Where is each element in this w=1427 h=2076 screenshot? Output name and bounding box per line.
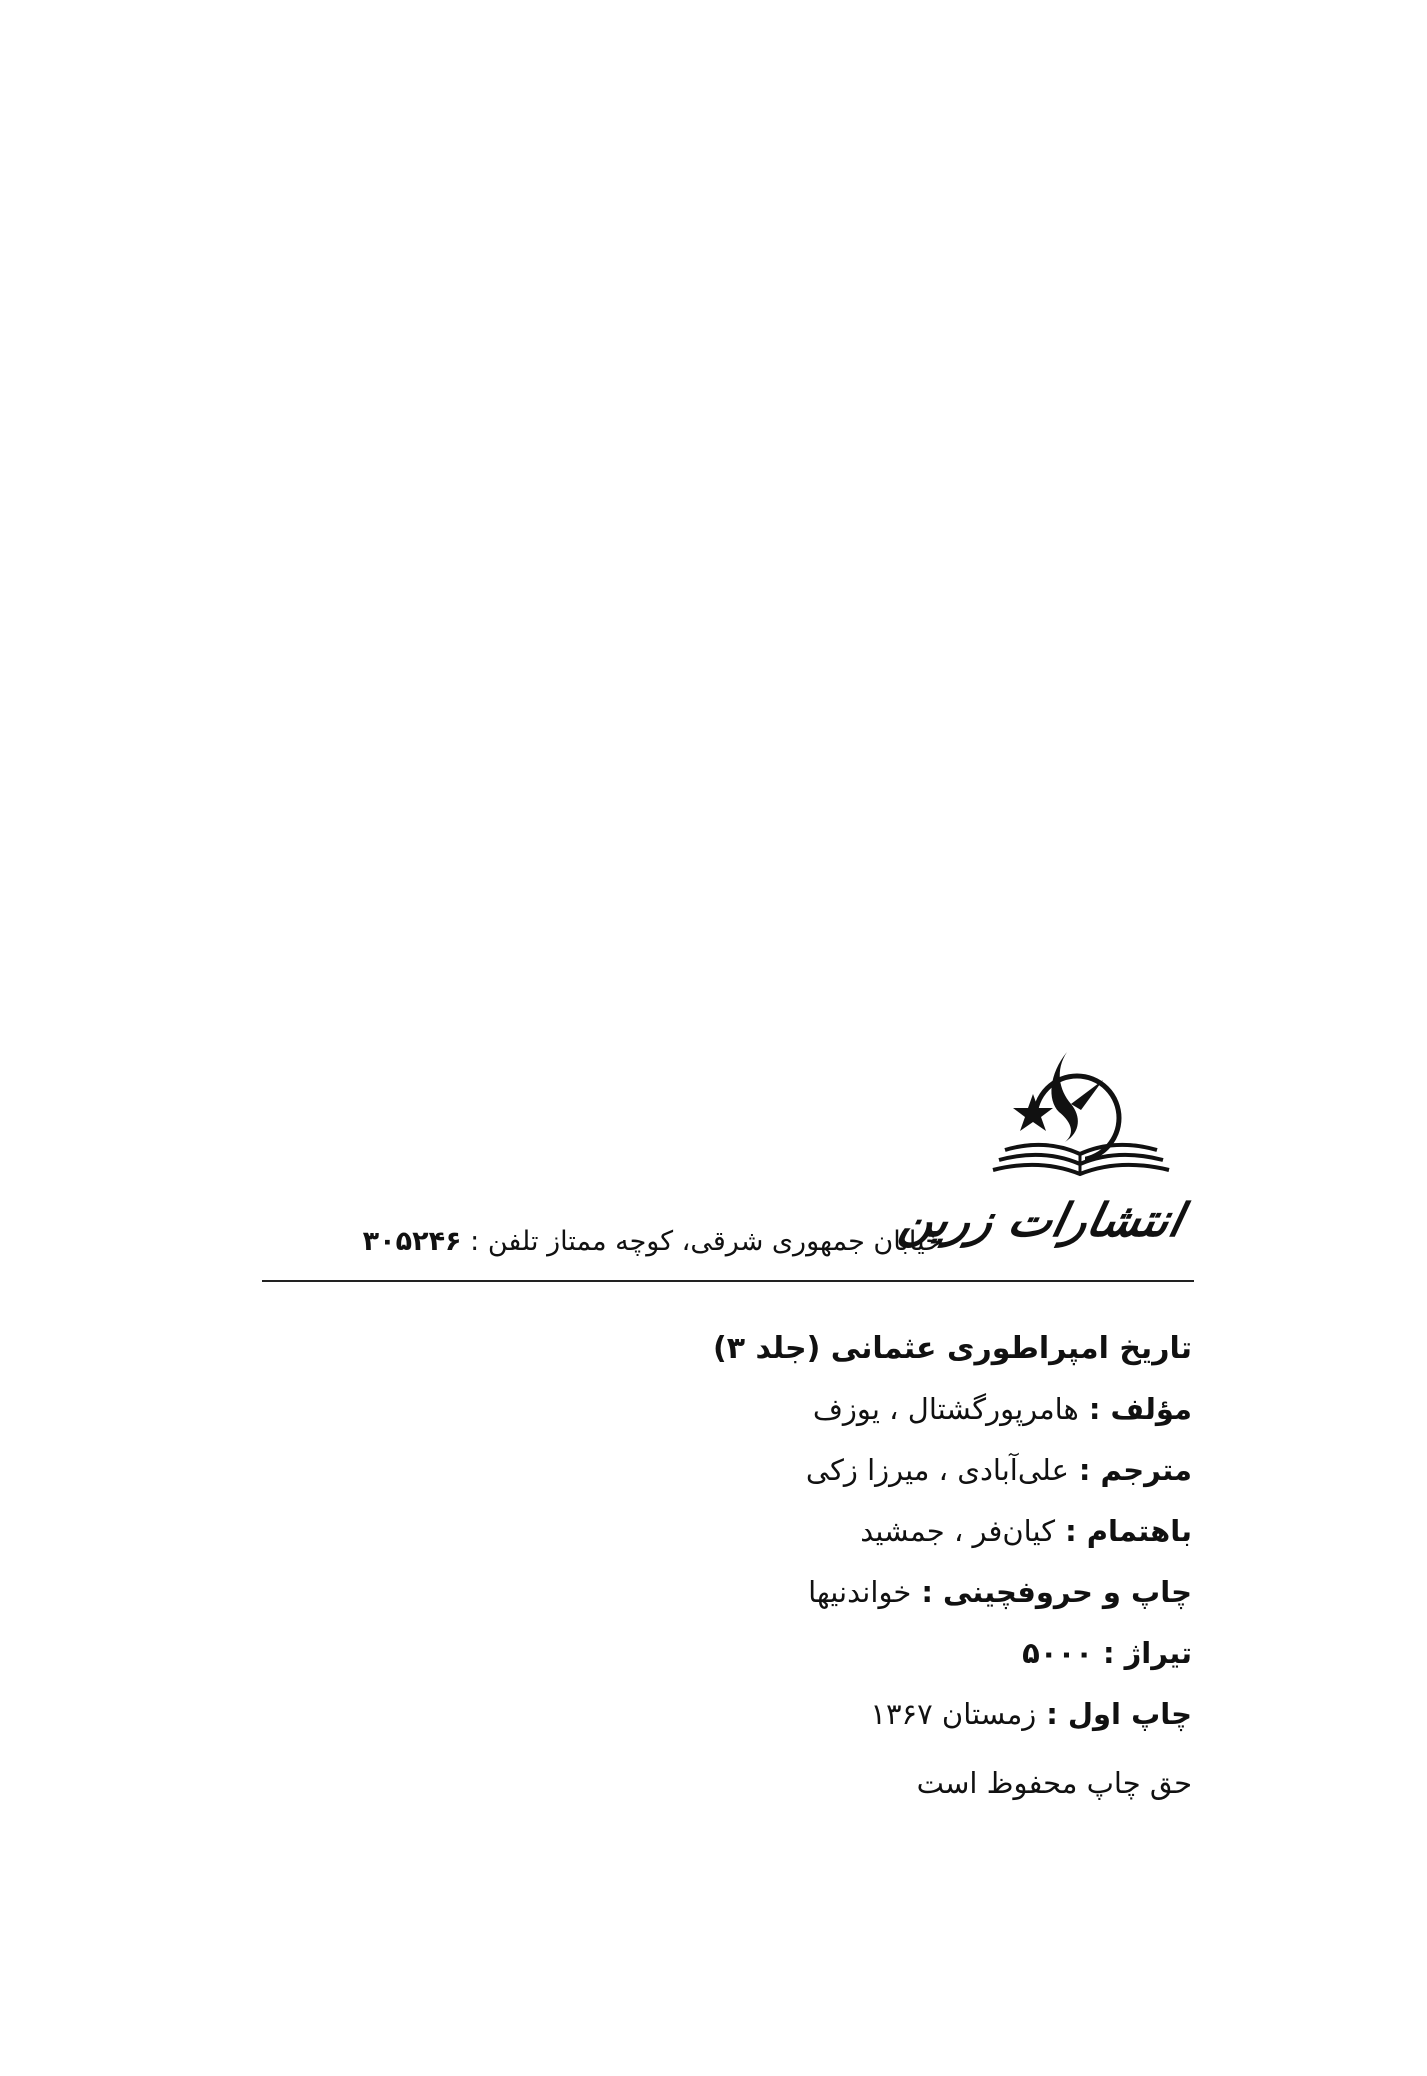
edition-label: چاپ اول	[1067, 1697, 1192, 1731]
publisher-name: انتشارات زرین	[895, 1193, 1188, 1247]
author-row	[492, 1379, 1192, 1440]
translator-value: علی‌آبادی ، میرزا زکی	[805, 1453, 1069, 1487]
separator: :	[1046, 1697, 1058, 1731]
colophon-block	[492, 1318, 1192, 1814]
edition-value: زمستان ۱۳۶۷	[870, 1697, 1037, 1731]
circulation-row	[492, 1623, 1192, 1684]
publisher-logo-icon	[985, 1050, 1175, 1180]
separator: :	[1102, 1636, 1115, 1670]
editor-row	[492, 1501, 1192, 1562]
translator-row	[492, 1440, 1192, 1501]
copyright-notice: حق چاپ محفوظ است	[916, 1766, 1192, 1800]
circulation-value: ۵۰۰۰	[1022, 1636, 1093, 1670]
translator-label: مترجم	[1100, 1453, 1192, 1487]
printing-label: چاپ و حروفچینی	[942, 1575, 1192, 1609]
circulation-label: تیراژ	[1124, 1636, 1192, 1670]
printing-value: خواندنیها	[808, 1575, 912, 1609]
phone-number: ۳۰۵۲۴۶	[362, 1226, 462, 1257]
address-text: خیابان جمهوری شرقی، کوچه ممتاز تلفن :	[470, 1226, 942, 1257]
edition-row	[492, 1684, 1192, 1745]
horizontal-divider	[262, 1280, 1194, 1282]
separator: :	[921, 1575, 933, 1609]
separator: :	[1065, 1514, 1077, 1548]
author-label: مؤلف	[1110, 1392, 1192, 1426]
editor-label: باهتمام	[1086, 1514, 1192, 1548]
separator: :	[1088, 1392, 1101, 1426]
author-value: هامرپورگشتال ، یوزف	[812, 1392, 1079, 1426]
book-title: تاریخ امپراطوری عثمانی (جلد ۳)	[712, 1331, 1192, 1366]
editor-value: کیان‌فر ، جمشید	[860, 1514, 1056, 1548]
publisher-address	[222, 1222, 942, 1262]
separator: :	[1078, 1453, 1091, 1487]
printing-row	[492, 1562, 1192, 1623]
